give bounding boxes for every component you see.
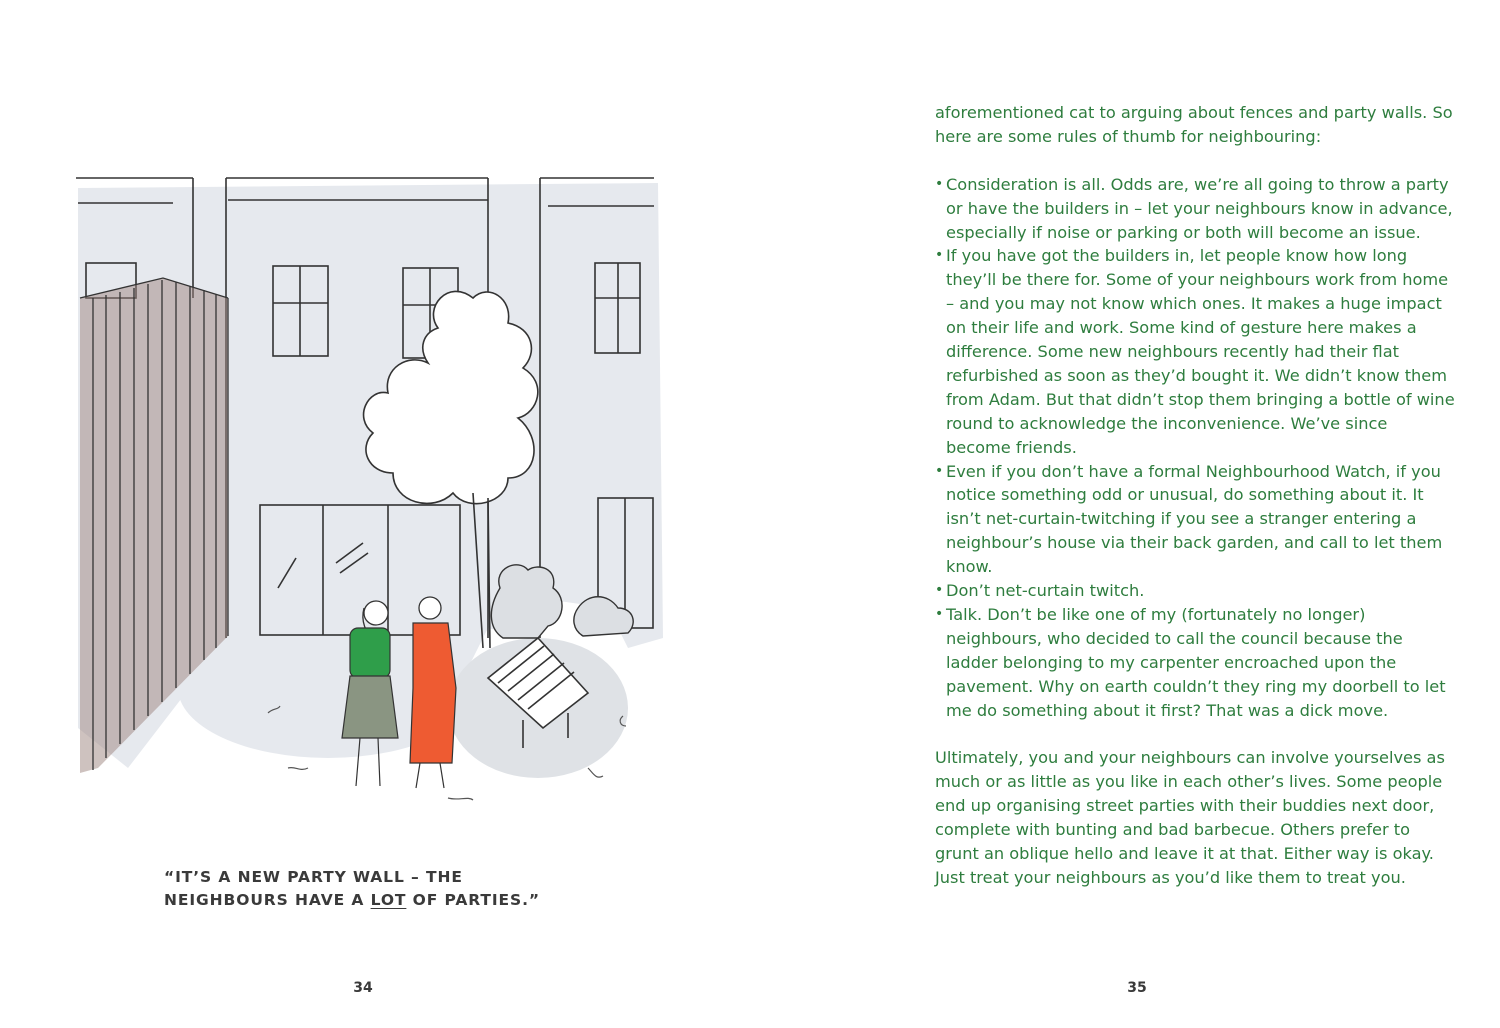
- body-text: [935, 101, 1455, 890]
- page-number-right: 35: [1127, 980, 1147, 996]
- rules-list: [935, 173, 1455, 723]
- intro-paragraph: aforementioned cat to arguing about fences and party walls. So here are some rules of thumb for neighbouring:: [935, 103, 1453, 146]
- list-item: • If you have got the builders in, let people know how long they’ll be there for. Some of your neighbours work from home – and you may not know which ones. It makes a huge impact on their life and work. Some kind of gesture here makes a difference. Some new neighbours recently had their flat refurbished as soon as they’d bought it. We didn’t know them from Adam. But that didn’t stop them bringing a bottle of wine round to acknowledge the inconvenience. We’ve since become friends.: [935, 244, 1455, 459]
- list-item: • Talk. Don’t be like one of my (fortunately no longer) neighbours, who decided to call the council because the ladder belonging to my carpenter encroached upon the pavement. Why on earth couldn’t they ring my doorbell to let me do something about it first? That was a dick move.: [935, 603, 1455, 723]
- illustration-caption: “IT’S A NEW PARTY WALL – THE NEIGHBOURS HAVE A LOT OF PARTIES.”: [164, 868, 540, 909]
- list-item: • Don’t net-curtain twitch.: [935, 579, 1455, 603]
- list-item: • Consideration is all. Odds are, we’re all going to throw a party or have the builders in – let your neighbours know in advance, especially if noise or parking or both will become an issue.: [935, 173, 1455, 245]
- caption-emphasis: LOT: [370, 891, 407, 909]
- right-page: [750, 0, 1500, 1028]
- list-item: • Even if you don’t have a formal Neighbourhood Watch, if you notice something odd or unusual, do something about it. It isn’t net-curtain-twitching if you see a stranger entering a neighbour’s house via their back garden, and call to let them know.: [935, 460, 1455, 580]
- page-number-left: 34: [353, 980, 373, 996]
- cartoon-illustration: [68, 168, 668, 808]
- closing-paragraph: Ultimately, you and your neighbours can involve yourselves as much or as little as you like in each other’s lives. Some people end up organising street parties with their buddies next door, complete with bunting and bad barbecue. Others prefer to grunt an oblique hello and leave it at that. Either way is okay. Just treat your neighbours as you’d like them to treat you.: [935, 748, 1445, 887]
